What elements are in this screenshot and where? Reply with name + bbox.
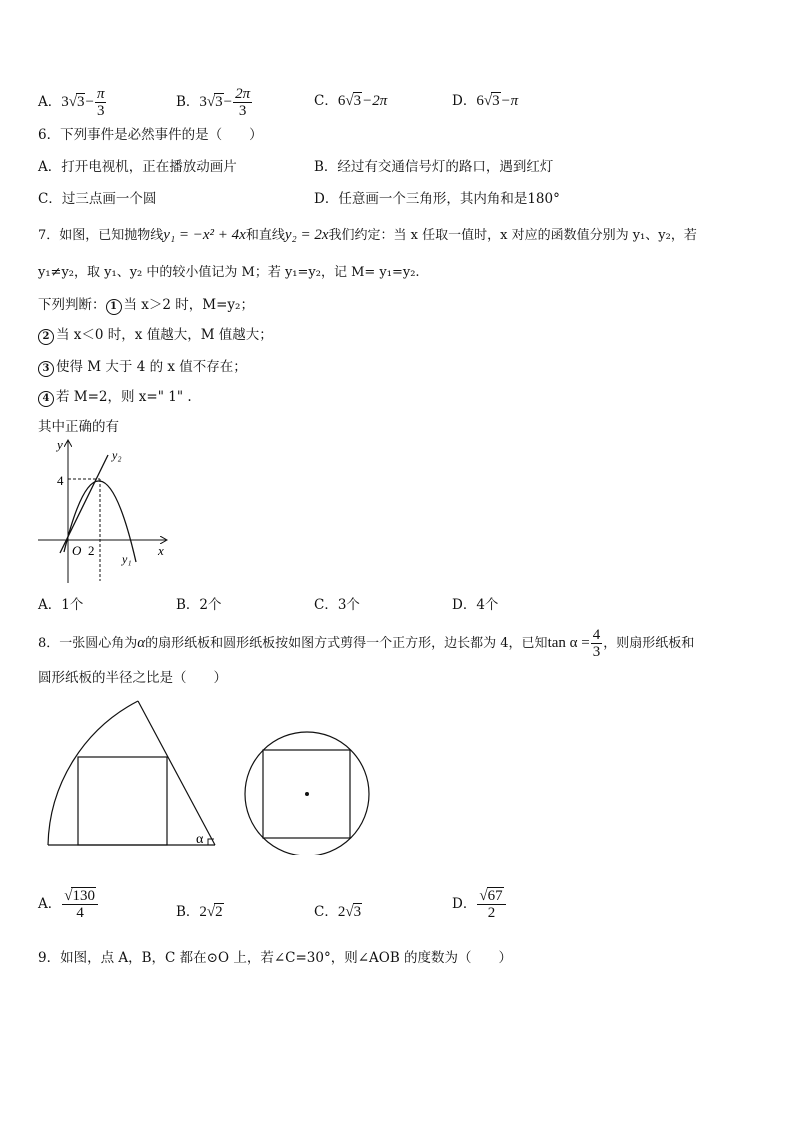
q7-judgement-2: 2 当 x＜0 时，x 值越大，M 值越大；	[38, 323, 273, 345]
q8-option-d: D． $\frac{√67}{2}$	[452, 888, 507, 921]
q7-function-graph	[30, 435, 180, 590]
q7-judgement-4: 4 若 M=2，则 x=" 1" .	[38, 385, 192, 407]
q8-circle-figure	[240, 715, 375, 855]
origin-label: O	[72, 543, 82, 558]
sector-arc	[48, 701, 138, 845]
y1-label: y₁	[122, 552, 132, 566]
sector-radius-slant	[138, 701, 215, 845]
x-axis-label: x	[158, 543, 164, 558]
q9-stem: 9．如图，点 A，B，C 都在⊙O 上，若∠C=30°，则∠AOB 的度数为（ ）	[38, 950, 513, 966]
q7-judgement-3: 3 使得 M 大于 4 的 x 值不存在；	[38, 355, 247, 377]
q5-option-b: B．3√3− $\frac{2\pi}{3}$	[176, 86, 251, 119]
y2-label: y₂	[112, 448, 122, 462]
q5-option-d: D．6√3−π	[452, 93, 519, 109]
q8-stem: 8．一张圆心角为α的扇形纸板和圆形纸板按如图方式剪得一个正方形，边长都为 4，已知tan α = $\frac{4}{3}$ ，则扇形纸板和	[38, 627, 695, 660]
q8-option-b: B．2√2	[176, 904, 223, 920]
alpha-label: α	[196, 832, 204, 847]
sector-inner-square	[78, 757, 167, 845]
q8-option-c: C．2√3	[314, 904, 362, 920]
q7-option-c: C．3个	[314, 597, 360, 613]
circled-number: 3	[38, 361, 54, 377]
tick-y-4: 4	[57, 473, 64, 488]
q6-option-c: C．过三点画一个圆	[38, 191, 157, 207]
q7-judgement-1: 下列判断： 1 当 x＞2 时，M=y₂；	[38, 297, 254, 313]
line-y2	[60, 455, 108, 553]
q7-stem: 7．如图，已知抛物线y₁ = −x² + 4x和直线y₂ = 2x我们约定：当 x 任取一值时，x 对应的函数值分别为 y₁、y₂，若	[38, 227, 697, 243]
q7-question: 其中正确的有	[38, 419, 119, 435]
q5-option-a: A．3√3− $\frac{\pi}{3}$	[38, 86, 105, 119]
circled-number: 2	[38, 329, 54, 345]
q6-option-d: D．任意画一个三角形，其内角和是180°	[314, 191, 560, 207]
center-dot	[305, 792, 309, 796]
q6-stem: 6．下列事件是必然事件的是（ ）	[38, 127, 263, 143]
circled-number: 1	[106, 299, 122, 315]
q5-option-c: C．6√3−2π	[314, 93, 388, 109]
q6-option-b: B．经过有交通信号灯的路口，遇到红灯	[314, 159, 554, 175]
circled-number: 4	[38, 391, 54, 407]
q7-option-a: A．1个	[38, 597, 84, 613]
q8-option-a: A． $\frac{√130}{4}$	[38, 888, 99, 921]
q7-option-b: B．2个	[176, 597, 222, 613]
q6-option-a: A．打开电视机，正在播放动画片	[38, 159, 237, 175]
q8-sector-figure	[40, 695, 225, 853]
q7-option-d: D．4个	[452, 597, 499, 613]
q8-stem-line2: 圆形纸板的半径之比是（ ）	[38, 670, 227, 686]
tick-x-2: 2	[88, 543, 95, 558]
y-axis-label: y	[57, 437, 63, 452]
q7-stem-line2: y₁≠y₂，取 y₁、y₂ 中的较小值记为 M；若 y₁=y₂，记 M= y₁=y₂.	[38, 265, 420, 280]
